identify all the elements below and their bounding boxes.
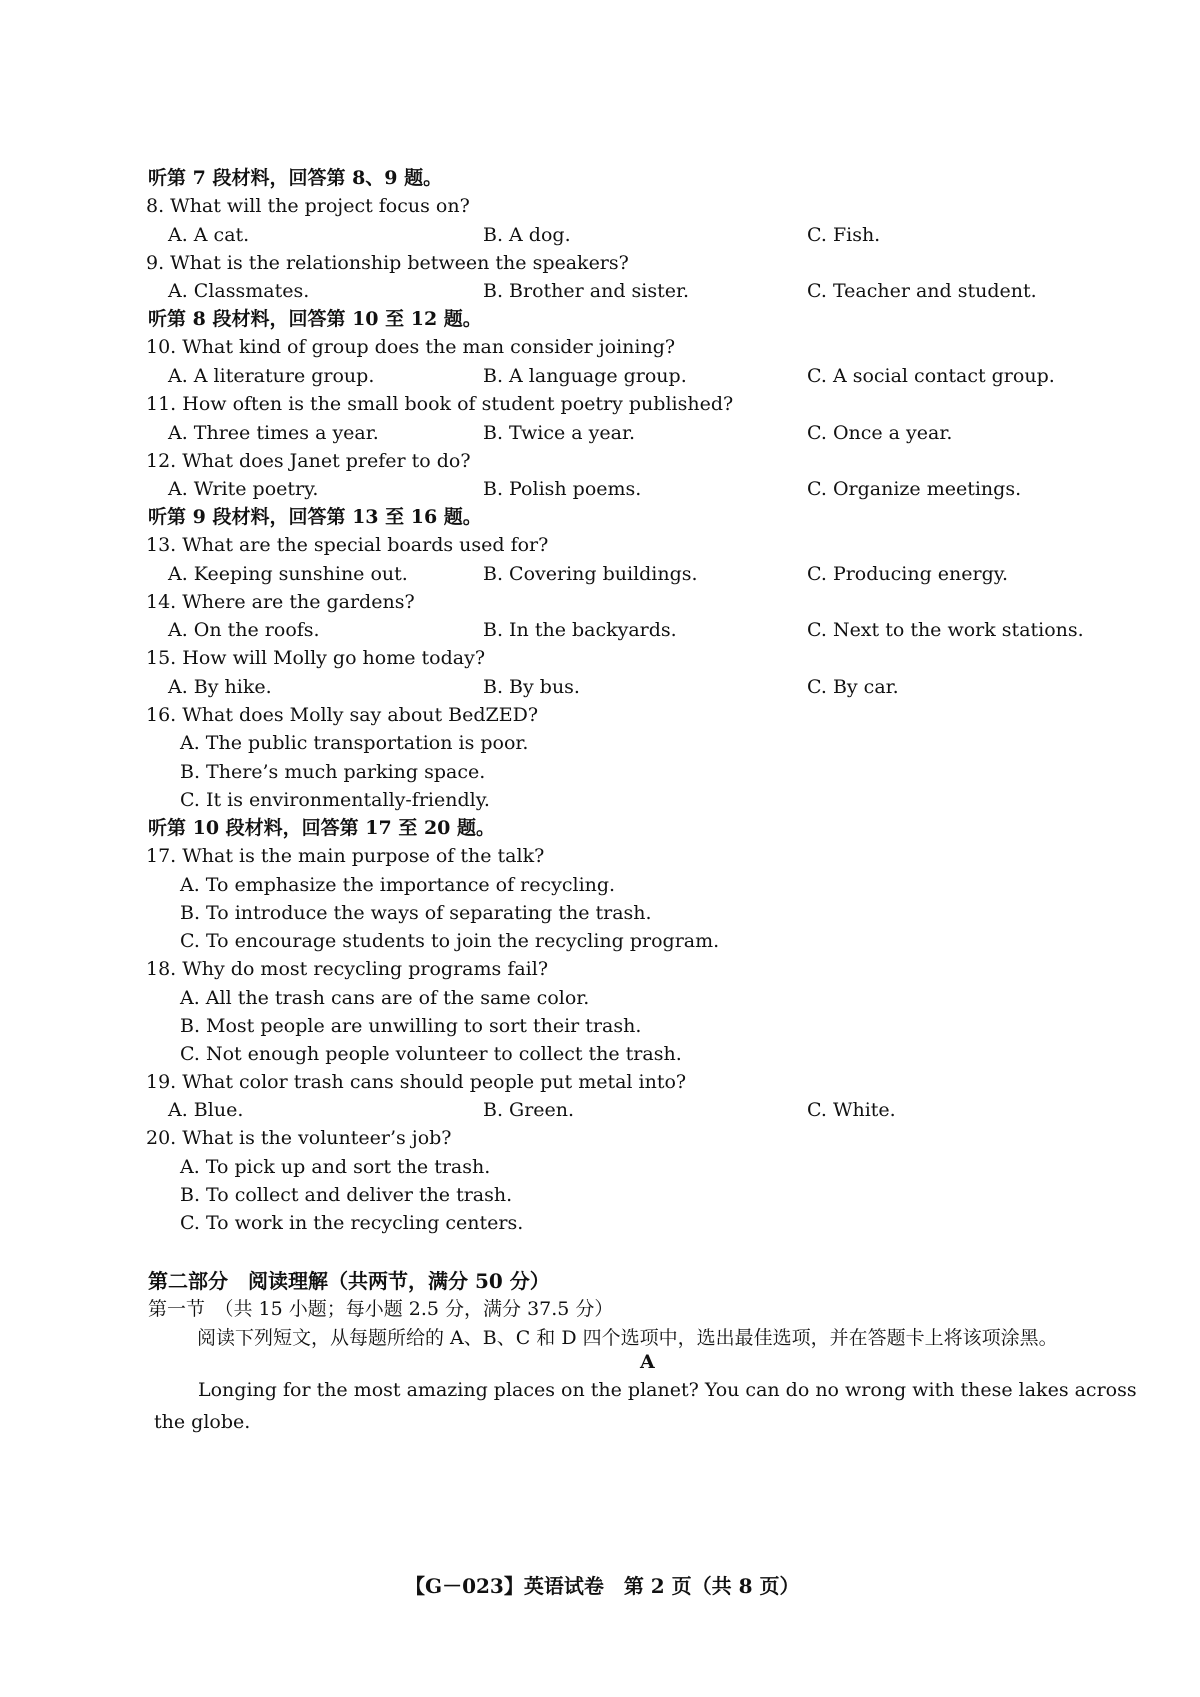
question-20: 20. What is the volunteer’s job? <box>146 1127 452 1149</box>
option-c: C. Teacher and student. <box>807 280 1037 302</box>
option-a: A. A literature group. <box>168 365 375 387</box>
option-c: C. Organize meetings. <box>807 478 1022 500</box>
option-c: C. White. <box>807 1099 896 1121</box>
question-14: 14. Where are the gardens? <box>146 591 415 613</box>
section-heading: 听第 7 段材料，回答第 8、9 题。 <box>148 167 443 189</box>
option-c: C. Once a year. <box>807 422 953 444</box>
option-b: B. Green. <box>483 1099 575 1121</box>
option-b: B. A dog. <box>483 224 571 246</box>
section-heading: 听第 10 段材料，回答第 17 至 20 题。 <box>148 817 496 839</box>
option-b: B. A language group. <box>483 365 687 387</box>
question-12: 12. What does Janet prefer to do? <box>146 450 471 472</box>
option-b: B. By bus. <box>483 676 580 698</box>
option-b: B. Polish poems. <box>483 478 642 500</box>
question-17: 17. What is the main purpose of the talk? <box>146 845 545 867</box>
section-heading: 听第 9 段材料，回答第 13 至 16 题。 <box>148 506 482 528</box>
question-18: 18. Why do most recycling programs fail? <box>146 958 549 980</box>
question-16: 16. What does Molly say about BedZED? <box>146 704 539 726</box>
option-a: A. By hike. <box>168 676 272 698</box>
option-c: C. It is environmentally-friendly. <box>180 789 490 811</box>
option-a: A. A cat. <box>168 224 250 246</box>
part-title: 第二部分 阅读理解（共两节，满分 50 分） <box>148 1269 550 1293</box>
option-c: C. Next to the work stations. <box>807 619 1084 641</box>
option-c: C. Fish. <box>807 224 881 246</box>
option-a: A. The public transportation is poor. <box>180 732 529 754</box>
part-subtitle: 第一节 （共 15 小题；每小题 2.5 分，满分 37.5 分） <box>148 1298 614 1320</box>
option-a: A. Classmates. <box>168 280 310 302</box>
section-heading: 听第 8 段材料，回答第 10 至 12 题。 <box>148 308 482 330</box>
option-b: B. Covering buildings. <box>483 563 698 585</box>
option-b: B. In the backyards. <box>483 619 677 641</box>
option-a: A. To pick up and sort the trash. <box>180 1156 491 1178</box>
question-8: 8. What will the project focus on? <box>146 195 470 217</box>
instructions: 阅读下列短文，从每题所给的 A、B、C 和 D 四个选项中，选出最佳选项，并在答题卡上将该项涂黑。 <box>197 1327 1058 1349</box>
option-c: C. By car. <box>807 676 899 698</box>
option-a: A. To emphasize the importance of recycling. <box>180 874 616 896</box>
passage-letter: A <box>640 1351 655 1373</box>
option-a: A. Three times a year. <box>168 422 379 444</box>
option-a: A. Keeping sunshine out. <box>168 563 408 585</box>
question-11: 11. How often is the small book of student poetry published? <box>146 393 734 415</box>
question-13: 13. What are the special boards used for? <box>146 534 549 556</box>
question-10: 10. What kind of group does the man consider joining? <box>146 336 676 358</box>
option-c: C. A social contact group. <box>807 365 1055 387</box>
option-b: B. Twice a year. <box>483 422 636 444</box>
option-a: A. Blue. <box>168 1099 244 1121</box>
option-b: B. There’s much parking space. <box>180 761 486 783</box>
question-9: 9. What is the relationship between the speakers? <box>146 252 629 274</box>
question-19: 19. What color trash cans should people put metal into? <box>146 1071 687 1093</box>
option-c: C. To encourage students to join the recycling program. <box>180 930 720 952</box>
option-c: C. To work in the recycling centers. <box>180 1212 524 1234</box>
option-a: A. All the trash cans are of the same color. <box>180 987 590 1009</box>
option-b: B. To collect and deliver the trash. <box>180 1184 513 1206</box>
option-c: C. Producing energy. <box>807 563 1009 585</box>
option-a: A. Write poetry. <box>168 478 319 500</box>
option-b: B. Most people are unwilling to sort their trash. <box>180 1015 642 1037</box>
option-a: A. On the roofs. <box>168 619 320 641</box>
option-b: B. Brother and sister. <box>483 280 690 302</box>
option-b: B. To introduce the ways of separating the trash. <box>180 902 652 924</box>
page-footer: 【G－023】英语试卷 第 2 页（共 8 页） <box>405 1574 800 1598</box>
passage-paragraph: Longing for the most amazing places on the planet? You can do no wrong with these lakes across the globe. <box>154 1379 1137 1433</box>
option-c: C. Not enough people volunteer to collect the trash. <box>180 1043 682 1065</box>
question-15: 15. How will Molly go home today? <box>146 647 486 669</box>
